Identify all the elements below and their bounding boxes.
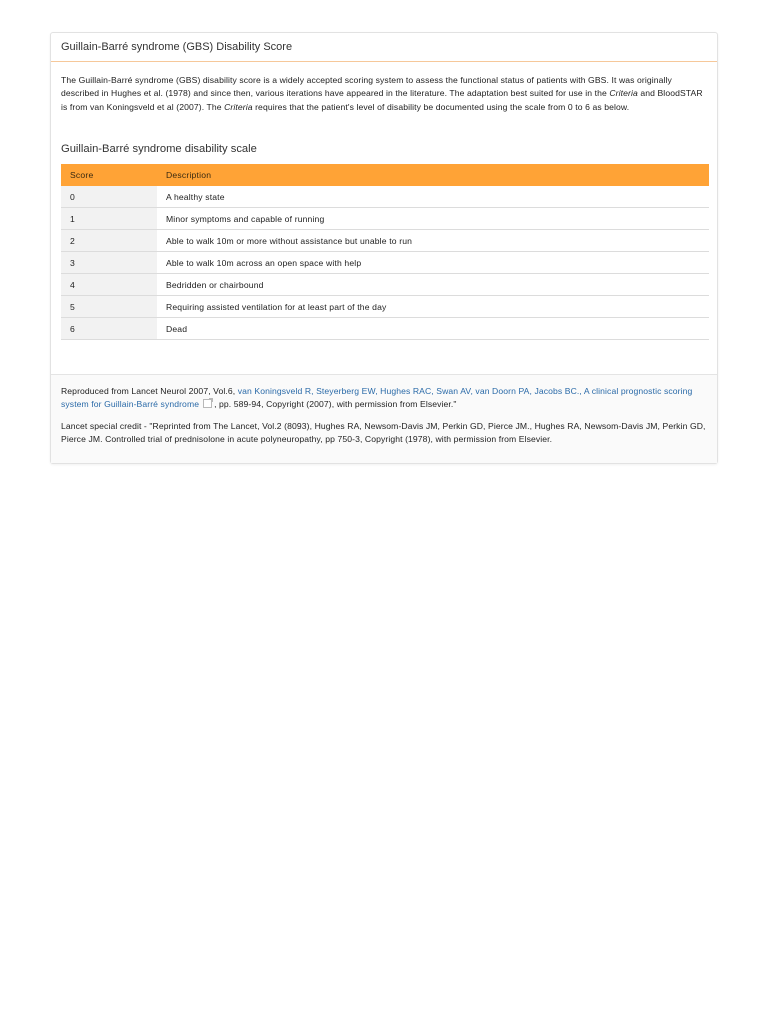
intro-criteria-2: Criteria bbox=[224, 101, 253, 112]
row-score: 2 bbox=[61, 230, 157, 252]
row-score: 1 bbox=[61, 208, 157, 230]
row-description: Requiring assisted ventilation for at least part of the day bbox=[157, 296, 709, 318]
panel-heading bbox=[51, 33, 717, 62]
table-body bbox=[61, 186, 709, 340]
gbs-panel bbox=[50, 32, 718, 464]
table-row bbox=[61, 208, 709, 230]
header-description: Description bbox=[157, 164, 709, 186]
scale-title: Guillain-Barré syndrome disability scale bbox=[61, 143, 257, 156]
row-score: 6 bbox=[61, 318, 157, 340]
row-score: 0 bbox=[61, 186, 157, 208]
row-description: Able to walk 10m or more without assistance but unable to run bbox=[157, 230, 709, 252]
intro-paragraph bbox=[61, 74, 707, 114]
intro-text-3: requires that the patient's level of disability be documented using the scale from 0 to 6 as below. bbox=[252, 101, 630, 112]
credit-reproduced-suffix: , pp. 589-94, Copyright (2007), with permission from Elsevier." bbox=[214, 399, 457, 410]
header-score: Score bbox=[61, 164, 157, 186]
table-row bbox=[61, 318, 709, 340]
row-description: Minor symptoms and capable of running bbox=[157, 208, 709, 230]
row-description: A healthy state bbox=[157, 186, 709, 208]
table-row bbox=[61, 296, 709, 318]
row-description: Able to walk 10m across an open space with help bbox=[157, 252, 709, 274]
intro-text-1: The Guillain-Barré syndrome (GBS) disability score is a widely accepted scoring system to assess the functional status of patients with GBS. It was originally described in Hughes et al. (1978) and since then, various iterations have appeared in the literature. The adaptation best suited for use in the bbox=[61, 75, 672, 99]
row-description: Dead bbox=[157, 318, 709, 340]
external-link-icon[interactable] bbox=[203, 399, 212, 408]
table-row bbox=[61, 186, 709, 208]
panel-footer bbox=[51, 374, 717, 463]
panel-body bbox=[51, 62, 717, 340]
table-row bbox=[61, 252, 709, 274]
row-description: Bedridden or chairbound bbox=[157, 274, 709, 296]
table-row bbox=[61, 230, 709, 252]
intro-criteria-1: Criteria bbox=[609, 88, 638, 99]
table-row bbox=[61, 274, 709, 296]
panel-title: Guillain-Barré syndrome (GBS) Disability Score bbox=[61, 41, 293, 53]
row-score: 3 bbox=[61, 252, 157, 274]
intro-text-2: and BloodSTAR is from van Koningsveld et al (2007). The bbox=[61, 88, 703, 112]
credit-reproduced-prefix: Reproduced from Lancet Neurol 2007, Vol.6, bbox=[61, 386, 238, 397]
row-score: 5 bbox=[61, 296, 157, 318]
credit-lancet: Lancet special credit - "Reprinted from The Lancet, Vol.2 (8093), Hughes RA, Newsom-Davis JM, Perkin GD, Pierce JM., Hughes RA, Newsom-Davis JM, Perkin GD, Pierce JM. Controlled trial of prednisolone in acute polyneuropathy, pp 750-3, Copyright (1978), with permission from Elsevier. bbox=[61, 420, 706, 444]
disability-scale-table bbox=[61, 164, 709, 340]
credit-reproduced bbox=[61, 385, 707, 411]
citation-link[interactable]: van Koningsveld R, Steyerberg EW, Hughes RAC, Swan AV, van Doorn PA, Jacobs BC., A clinical prognostic scoring system for Guillain-Barré syndrome bbox=[61, 386, 693, 410]
row-score: 4 bbox=[61, 274, 157, 296]
table-header-row bbox=[61, 164, 709, 186]
